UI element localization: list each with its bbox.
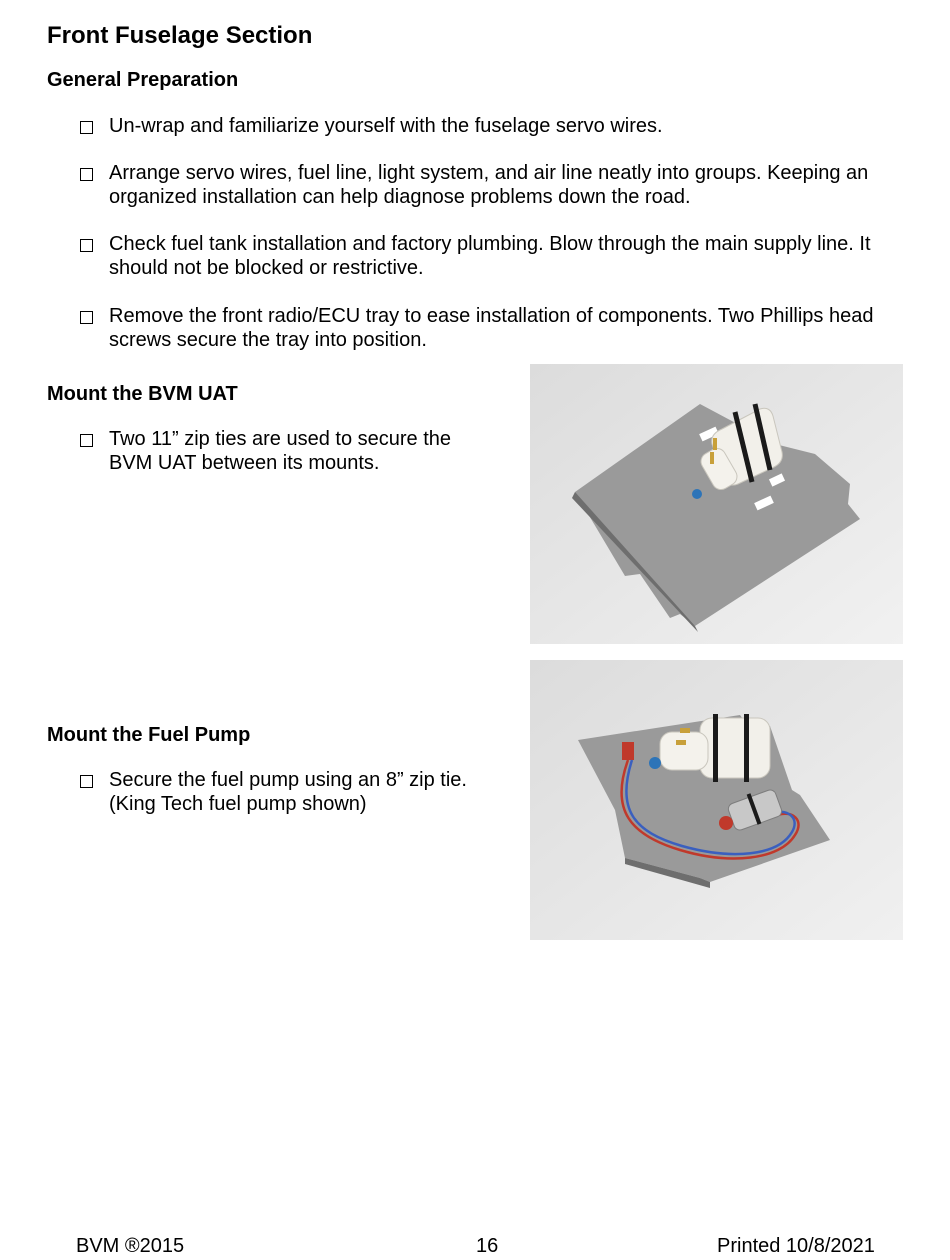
brass-fitting [676, 740, 686, 745]
zip-tie [744, 714, 749, 782]
checklist-item-text: Check fuel tank installation and factory plumbing. Blow through the main supply line. It should not be blocked or restrictive. [109, 233, 871, 279]
footer-printed-date: Printed 10/8/2021 [717, 1235, 875, 1257]
section-heading-general-preparation: General Preparation [47, 69, 239, 91]
checkbox[interactable] [80, 775, 93, 788]
checkbox[interactable] [80, 168, 93, 181]
photo-uat-and-fuel-pump [530, 660, 903, 940]
checkbox[interactable] [80, 434, 93, 447]
checklist-item-text: Arrange servo wires, fuel line, light system, and air line neatly into groups. Keeping an organized installation can help diagnose problems down the road. [109, 162, 869, 208]
checklist-item-text: Un-wrap and familiarize yourself with the fuselage servo wires. [109, 115, 663, 137]
page-title: Front Fuselage Section [47, 22, 313, 49]
fuel-tank [700, 718, 770, 778]
blue-fitting [692, 489, 702, 499]
brass-fitting [713, 438, 717, 450]
brass-fitting [710, 452, 714, 464]
footer-copyright: BVM ®2015 [76, 1235, 185, 1257]
photo-uat-on-tray [530, 364, 903, 644]
checklist-item-text: Secure the fuel pump using an 8” zip tie. (King Tech fuel pump shown) [109, 769, 467, 815]
zip-tie [713, 714, 718, 782]
section-heading-mount-fuel-pump: Mount the Fuel Pump [47, 724, 251, 746]
blue-fitting [649, 757, 661, 769]
footer-page-number: 16 [476, 1235, 499, 1257]
checkbox[interactable] [80, 311, 93, 324]
section-heading-mount-uat: Mount the BVM UAT [47, 383, 238, 405]
brass-fitting [680, 728, 690, 733]
checkbox[interactable] [80, 239, 93, 252]
connector [622, 742, 634, 760]
checklist-item-text: Remove the front radio/ECU tray to ease installation of components. Two Phillips head screws secure the tray into position. [109, 305, 874, 351]
checklist-item-text: Two 11” zip ties are used to secure the BVM UAT between its mounts. [109, 428, 452, 474]
checkbox[interactable] [80, 121, 93, 134]
